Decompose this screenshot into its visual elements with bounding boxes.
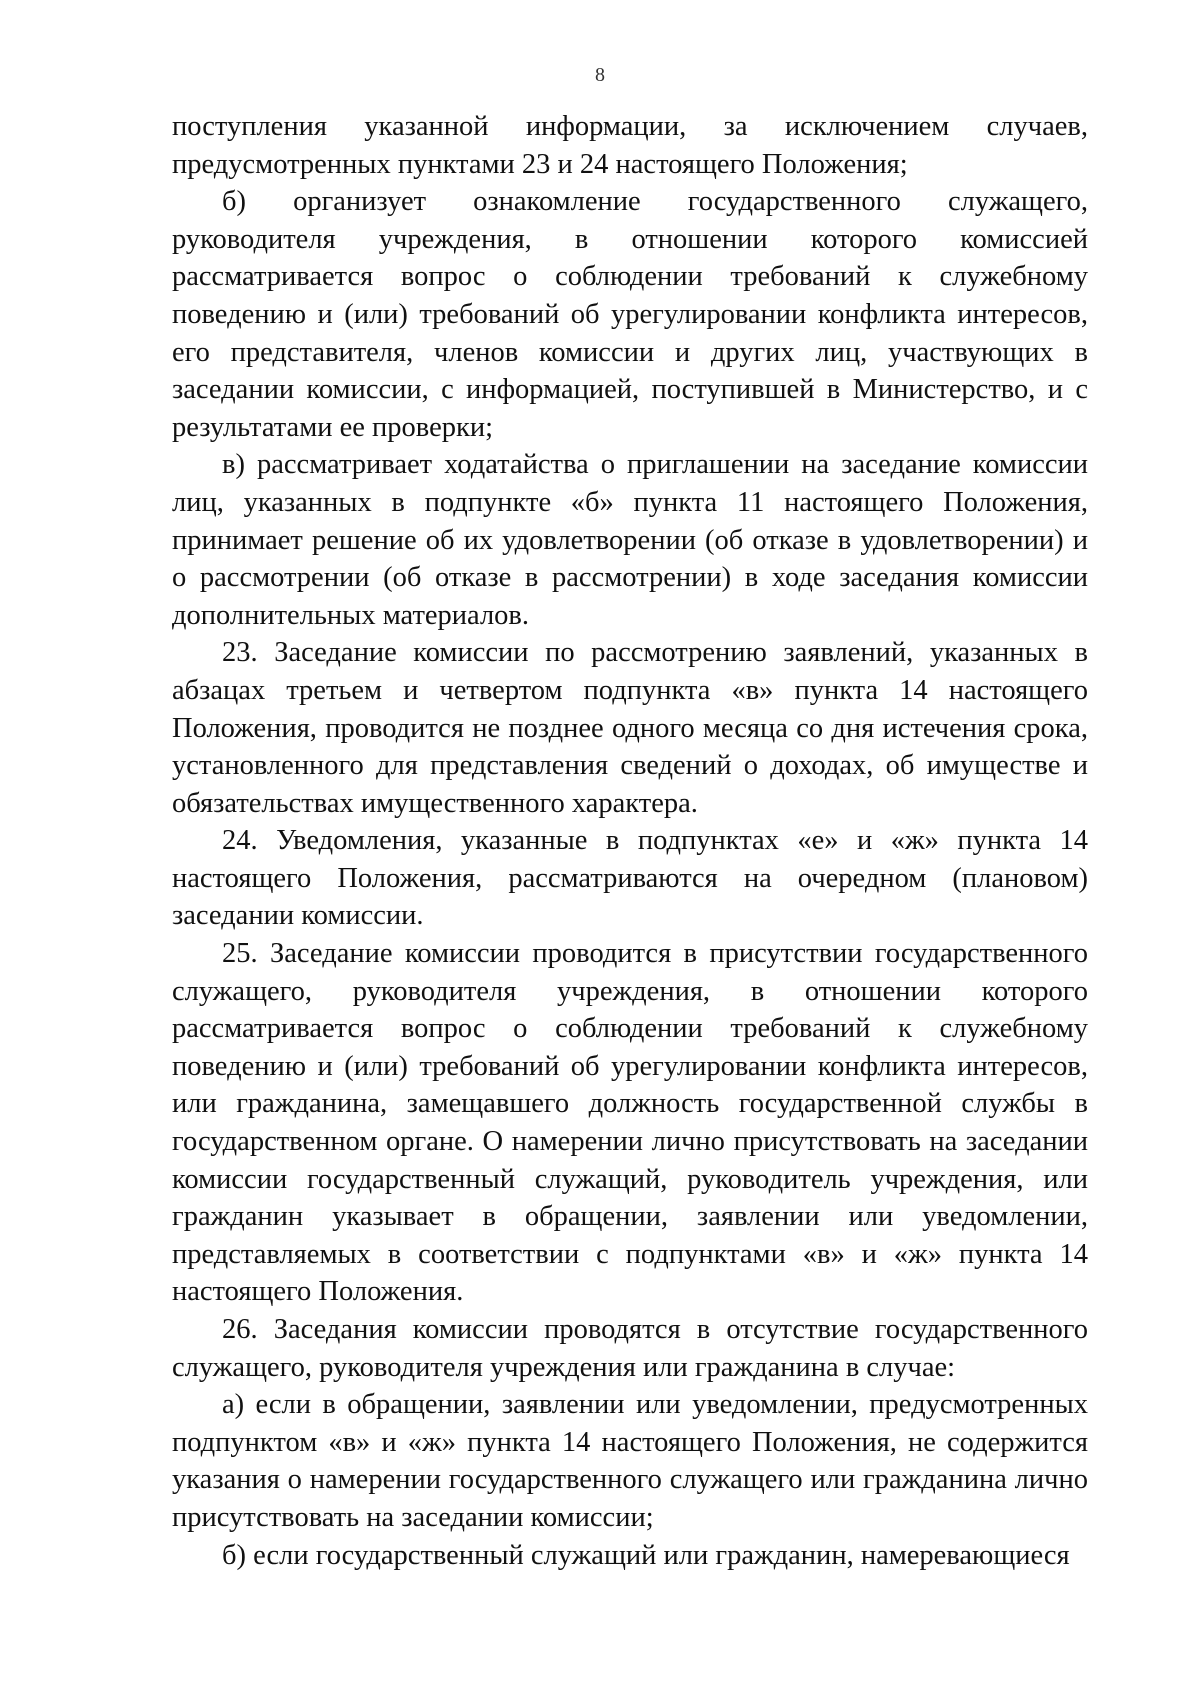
- page-number: 8: [595, 64, 605, 86]
- paragraph-clause-24: 24. Уведомления, указанные в подпунктах «е» и «ж» пункта 14 настоящего Положения, рассматриваются на очередном (плановом) заседании комиссии.: [172, 825, 1088, 932]
- paragraph-continuation: поступления указанной информации, за исключением случаев, предусмотренных пунктами 23 и 24 настоящего Положения;: [172, 111, 1088, 180]
- paragraph-clause-25: 25. Заседание комиссии проводится в присутствии государственного служащего, руководителя учреждения, в отношении которого рассматривается вопрос о соблюдении требований к служебному поведению и (или) требований об урегулировании конфликта интересов, или гражданина, замещавшего должность государственной службы в государственном органе. О намерении лично присутствовать на заседании комиссии государственный служащий, руководитель учреждения, или гражданин указывает в обращении, заявлении или уведомлении, представляемых в соответствии с подпунктами «в» и «ж» пункта 14 настоящего Положения.: [172, 938, 1088, 1308]
- paragraph-subitem-v: в) рассматривает ходатайства о приглашении на заседание комиссии лиц, указанных в подпункте «б» пункта 11 настоящего Положения, принимает решение об их удовлетворении (об отказе в удовлетворении) и о рассмотрении (об отказе в рассмотрении) в ходе заседания комиссии дополнительных материалов.: [172, 449, 1088, 631]
- paragraph-subitem-b-last: б) если государственный служащий или гражданин, намеревающиеся: [222, 1539, 1070, 1571]
- paragraph-clause-26: 26. Заседания комиссии проводятся в отсутствие государственного служащего, руководителя учреждения или гражданина в случае:: [172, 1314, 1088, 1383]
- document-body: [172, 108, 1088, 1574]
- paragraph-subitem-a: а) если в обращении, заявлении или уведомлении, предусмотренных подпунктом «в» и «ж» пункта 14 настоящего Положения, не содержится указания о намерении государственного служащего или гражданина лично присутствовать на заседании комиссии;: [172, 1389, 1088, 1533]
- paragraph-subitem-b: б) организует ознакомление государственного служащего, руководителя учреждения, в отношении которого комиссией рассматривается вопрос о соблюдении требований к служебному поведению и (или) требований об урегулировании конфликта интересов, его представителя, членов комиссии и других лиц, участвующих в заседании комиссии, с информацией, поступившей в Министерство, и с результатами ее проверки;: [172, 186, 1088, 443]
- paragraph-clause-23: 23. Заседание комиссии по рассмотрению заявлений, указанных в абзацах третьем и четвертом подпункта «в» пункта 14 настоящего Положения, проводится не позднее одного месяца со дня истечения срока, установленного для представления сведений о доходах, об имуществе и обязательствах имущественного характера.: [172, 637, 1088, 819]
